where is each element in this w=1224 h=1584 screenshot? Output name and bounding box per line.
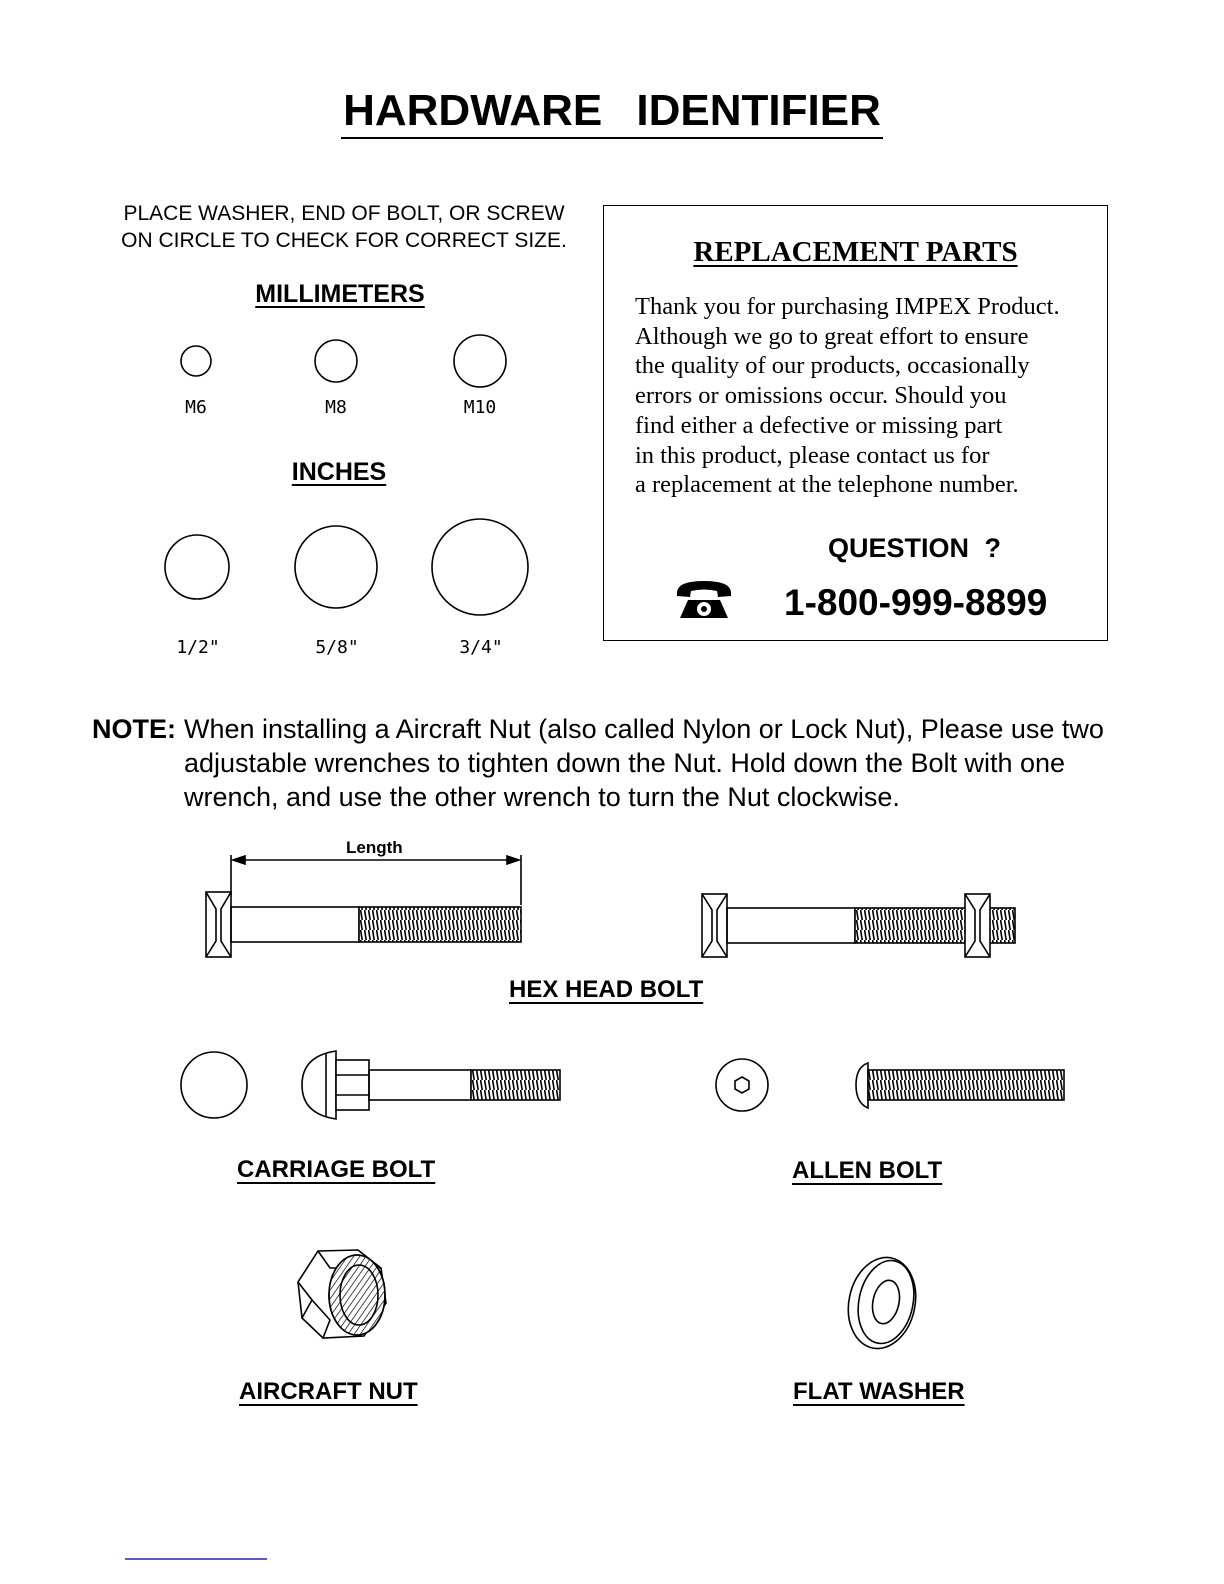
carriage-bolt-drawing [181,1051,560,1119]
replacement-line: find either a defective or missing part [635,411,1003,439]
note-paragraph [92,712,1132,812]
replacement-parts-text [635,292,1105,500]
gauge-circle-m6 [181,346,211,376]
page-title [0,86,1224,136]
instruction-line-2: ON CIRCLE TO CHECK FOR CORRECT SIZE. [121,229,567,252]
inches-heading: INCHES [291,458,387,486]
flat-washer-label: FLAT WASHER [793,1378,965,1405]
gauge-label-five-eighths-inch: 5/8" [315,637,359,658]
gauge-label-m6: M6 [185,397,207,418]
aircraft-nut-drawing [298,1250,386,1338]
hex-bolt-with-nut-drawing [702,894,1015,957]
gauge-circle-m10 [454,335,506,387]
replacement-parts-title: REPLACEMENT PARTS [693,236,1018,268]
millimeters-heading: MILLIMETERS [255,280,425,308]
replacement-line: errors or omissions occur. Should you [635,382,1007,410]
gauge-label-m8: M8 [325,397,347,418]
replacement-line: the quality of our products, occasionally [635,352,1030,380]
allen-bolt-label: ALLEN BOLT [792,1157,943,1184]
page-title-text: HARDWARE IDENTIFIER [341,86,883,139]
gauge-circle-three-quarter-inch [432,519,528,615]
aircraft-nut-label: AIRCRAFT NUT [239,1378,418,1405]
question-label: QUESTION ? [828,533,1002,563]
gauge-label-three-quarter-inch: 3/4" [459,637,503,658]
gauge-label-m10: M10 [463,397,497,418]
hex-head-bolt-drawing [206,855,521,957]
gauge-circle-m8 [315,340,357,382]
flat-washer-drawing [840,1251,924,1355]
note-text: When installing a Aircraft Nut (also called Nylon or Lock Nut), Please use two adjustable wrenches to tighten down the Nut. Hold down the Bolt with one wrench, and use the other wrench to turn the Nut clockwise. [184,714,1104,812]
gauge-label-half-inch: 1/2" [176,637,220,658]
gauge-circle-five-eighths-inch [295,526,377,608]
phone-number[interactable]: 1-800-999-8899 [784,582,1048,623]
telephone-icon [674,578,734,620]
instruction-line-1: PLACE WASHER, END OF BOLT, OR SCREW [123,202,565,225]
length-label: Length [346,838,403,857]
replacement-parts-box [603,205,1108,641]
replacement-line: Although we go to great effort to ensure [635,322,1029,350]
note-label: NOTE: [92,714,176,744]
gauge-circle-half-inch [165,535,229,599]
carriage-bolt-label: CARRIAGE BOLT [237,1156,436,1183]
size-check-instructions [100,200,588,254]
hex-head-bolt-label: HEX HEAD BOLT [509,976,704,1003]
replacement-line: Thank you for purchasing IMPEX Product. [635,293,1060,320]
replacement-line: in this product, please contact us for [635,441,990,469]
allen-bolt-drawing [716,1059,1064,1111]
replacement-line: a replacement at the telephone number. [635,471,1019,499]
